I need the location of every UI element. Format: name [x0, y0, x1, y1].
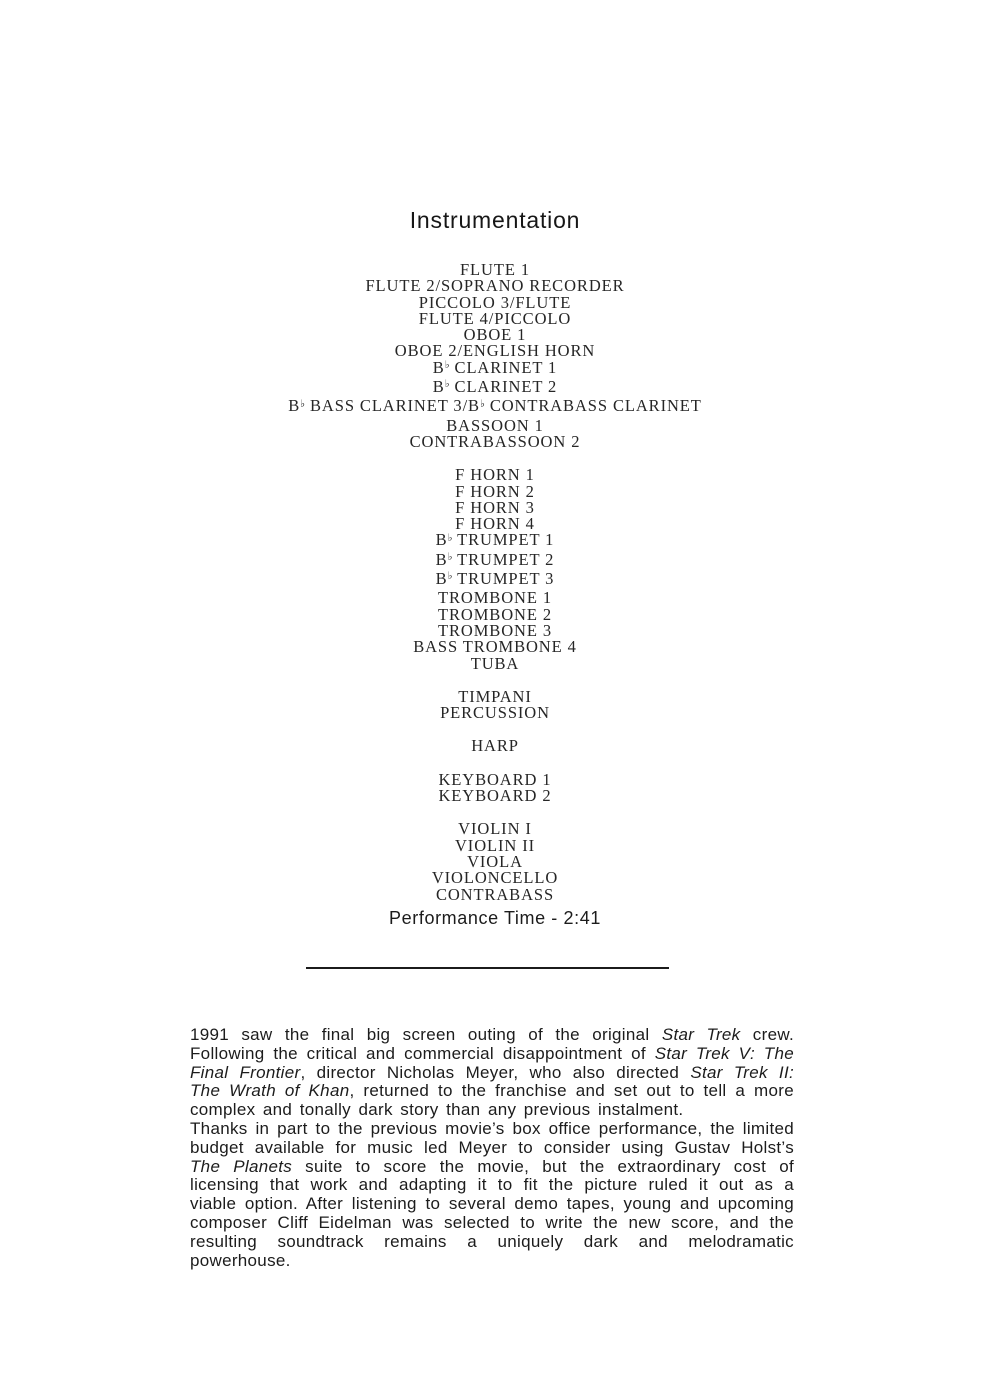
notes-paragraph-2: Thanks in part to the previous movie’s box office performance, the limited budget available for music led Meyer to consider using Gustav Holst’s The Planets suite to score the movie, but the extraordinary cost of licensing that work and adapting it to fit the picture ruled it out as a viable option. After listening to several demo tapes, young and upcoming composer Cliff Eidelman was selected to write the new score, and the resulting soundtrack remains a uniquely dark and melodramatic powerhouse.	[190, 1118, 794, 1270]
instrument-line: B♭ CLARINET 2	[432, 377, 558, 397]
instrument-line: BASS TROMBONE 4	[413, 637, 577, 657]
instrument-line: B♭ BASS CLARINET 3/B♭ CONTRABASS CLARINET	[288, 396, 702, 416]
instrument-line: B♭ TRUMPET 3	[435, 569, 555, 589]
instrument-line: FLUTE 1	[459, 260, 530, 279]
instrument-line: CONTRABASS	[435, 884, 555, 904]
instrument-line: PERCUSSION	[440, 703, 550, 723]
instrument-line: VIOLONCELLO	[431, 868, 559, 888]
instrument-line: FLUTE 2/SOPRANO RECORDER	[365, 276, 625, 296]
instrument-line: TROMBONE 2	[438, 604, 552, 624]
instrument-line: KEYBOARD 1	[438, 769, 552, 789]
instrument-line: KEYBOARD 2	[438, 786, 552, 806]
instrument-line: TROMBONE 1	[438, 588, 552, 608]
instrument-line: BASSOON 1	[446, 415, 544, 435]
instrument-line: B♭ CLARINET 1	[432, 357, 558, 377]
instrument-line: OBOE 2/ENGLISH HORN	[394, 341, 596, 361]
instrument-group-strings	[0, 821, 990, 902]
instrument-line: F HORN 1	[455, 465, 535, 485]
instrument-line: VIOLIN II	[454, 835, 536, 855]
page-title: Instrumentation	[409, 207, 581, 233]
instrument-line: B♭ TRUMPET 2	[435, 549, 555, 569]
instrument-line: FLUTE 4/PICCOLO	[418, 308, 572, 328]
instrument-line: TIMPANI	[458, 686, 532, 706]
instrument-line: TROMBONE 3	[438, 620, 552, 640]
instrument-line: HARP	[471, 736, 519, 756]
instrument-group-harp	[0, 738, 990, 754]
instrument-line: CONTRABASSOON 2	[409, 431, 581, 451]
divider-rule	[306, 967, 669, 969]
instrument-group-brass	[0, 467, 990, 672]
instrument-line: PICCOLO 3/FLUTE	[418, 292, 572, 312]
instrument-group-keyboards	[0, 769, 990, 806]
instrument-line: F HORN 2	[455, 481, 535, 501]
instrument-line: TUBA	[470, 653, 520, 673]
instrument-group-timpani-percussion	[0, 686, 990, 723]
instrument-line: VIOLIN I	[458, 819, 532, 839]
instrumentation-list	[0, 262, 990, 920]
instrument-line: F HORN 3	[455, 497, 535, 517]
instrument-group-woodwinds	[0, 262, 990, 450]
instrument-line: B♭ TRUMPET 1	[435, 530, 555, 550]
notes-paragraph-1: 1991 saw the final big screen outing of the original Star Trek crew. Following the critical and commercial disappointment of Star Trek V: The Final Frontier, director Nicholas Meyer, who also directed Star Trek II: The Wrath of Khan, returned to the franchise and set out to tell a more complex and tonally dark story than any previous instalment.	[190, 1025, 795, 1120]
instrument-line: OBOE 1	[463, 325, 527, 345]
performance-time: Performance Time - 2:41	[389, 908, 601, 928]
instrument-line: F HORN 4	[455, 514, 535, 534]
instrument-line: VIOLA	[467, 851, 523, 871]
liner-notes	[190, 1026, 794, 1270]
